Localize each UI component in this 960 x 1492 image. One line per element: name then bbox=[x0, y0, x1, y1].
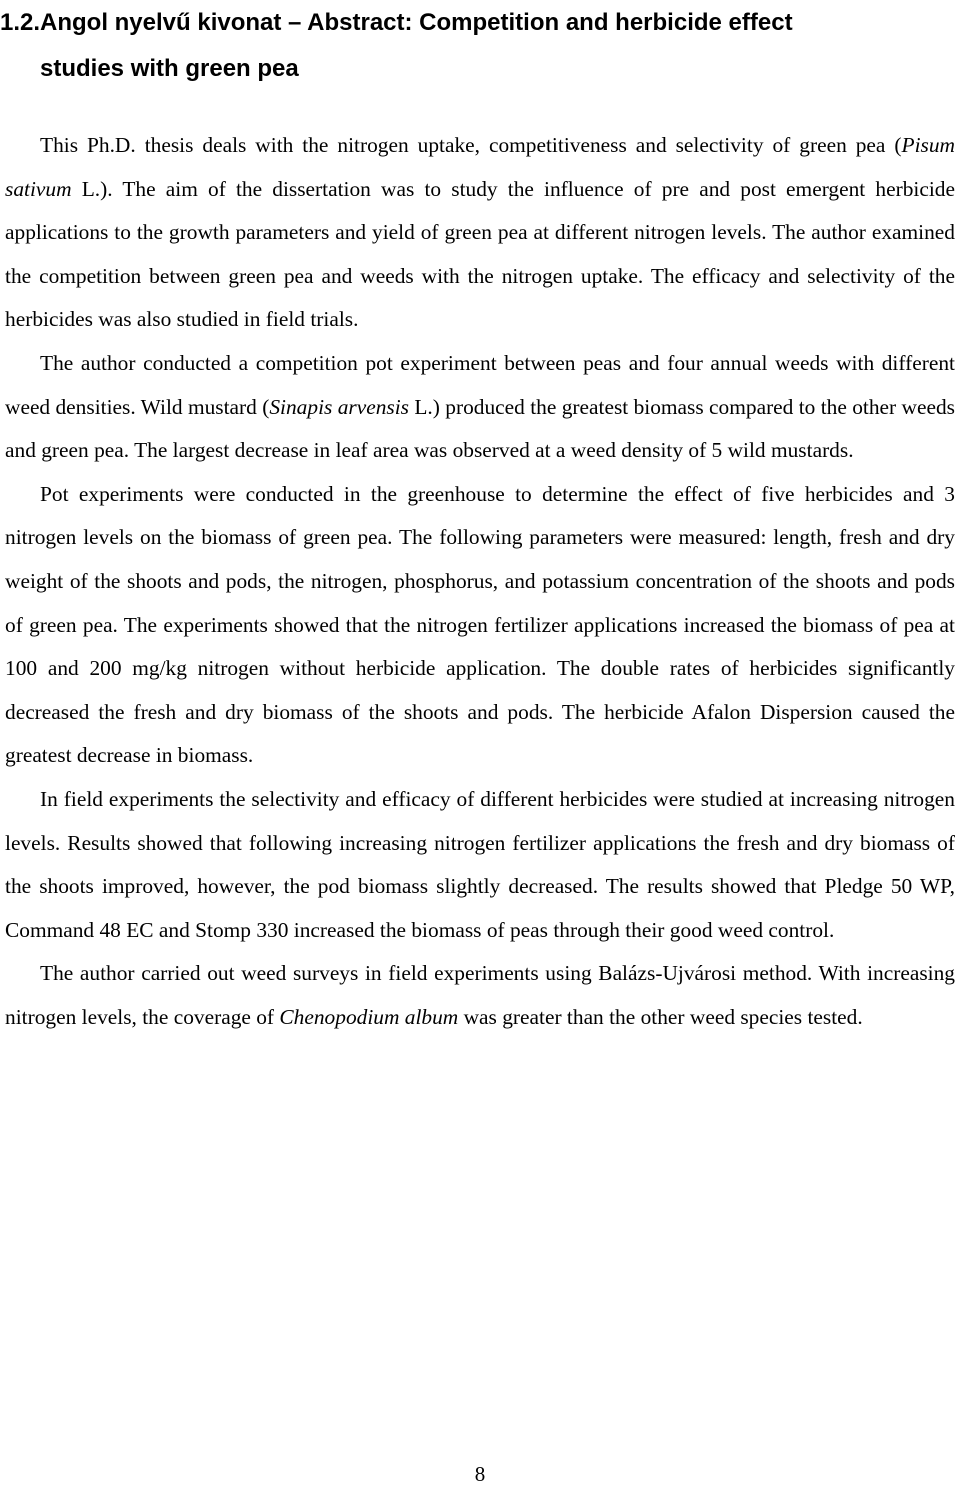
paragraph-pot-experiments bbox=[5, 473, 955, 778]
section-heading bbox=[0, 0, 940, 92]
page-number: 8 bbox=[474, 1462, 486, 1486]
section-title-line-2: studies with green pea bbox=[40, 55, 299, 82]
paragraph-text: The author conducted a competition pot experiment between peas and four annual weeds with different weed densities. Wild mustard ( bbox=[5, 350, 955, 419]
species-name: Sinapis arvensis bbox=[269, 394, 409, 419]
paragraph-text: This Ph.D. thesis deals with the nitrogen uptake, competitiveness and selectivity of green pea ( bbox=[40, 133, 902, 157]
paragraph-field-experiments bbox=[5, 778, 955, 952]
paragraph-text: L.). The aim of the dissertation was to study the influence of pre and post emergent herbicide applications to the growth parameters and yield of green pea at different nitrogen levels. The author examined the competition between green pea and weeds with the nitrogen uptake. The efficacy and selectivity of the herbicides was also studied in field trials. bbox=[5, 176, 955, 332]
paragraph-intro bbox=[5, 124, 955, 342]
section-number: 1.2. bbox=[0, 9, 41, 36]
paragraph-text: was greater than the other weed species tested. bbox=[458, 1004, 863, 1029]
abstract-body bbox=[5, 124, 955, 1039]
paragraph-text: The author carried out weed surveys in field experiments using Balázs-Ujvárosi method. With increasing nitrogen levels, the coverage of bbox=[5, 961, 955, 1029]
section-title-line-1: Angol nyelvű kivonat – Abstract: Competition and herbicide effect bbox=[40, 9, 793, 36]
species-name: Pisum sativum bbox=[5, 133, 955, 201]
paragraph-weed-surveys bbox=[5, 952, 955, 1039]
paragraph-text: L.) produced the greatest biomass compared to the other weeds and green pea. The largest decrease in leaf area was observed at a weed density of 5 wild mustards. bbox=[5, 394, 955, 463]
paragraph-text: In field experiments the selectivity and efficacy of different herbicides were studied at increasing nitrogen levels. Results showed that following increasing nitrogen fertilizer applications the fresh and dry biomass of the shoots improved, however, the pod biomass slightly decreased. The results showed that Pledge 50 WP, Command 48 EC and Stomp 330 increased the biomass of peas through their good weed control. bbox=[5, 786, 955, 942]
paragraph-text: Pot experiments were conducted in the greenhouse to determine the effect of five herbicides and 3 nitrogen levels on the biomass of green pea. The following parameters were measured: length, fresh and dry weight of the shoots and pods, the nitrogen, phosphorus, and potassium concentration of the shoots and pods of green pea. The experiments showed that the nitrogen fertilizer applications increased the biomass of pea at 100 and 200 mg/kg nitrogen without herbicide application. The double rates of herbicides significantly decreased the fresh and dry biomass of the shoots and pods. The herbicide Afalon Dispersion caused the greatest decrease in biomass. bbox=[5, 481, 955, 768]
species-name: Chenopodium album bbox=[279, 1004, 459, 1029]
paragraph-competition bbox=[5, 342, 955, 473]
